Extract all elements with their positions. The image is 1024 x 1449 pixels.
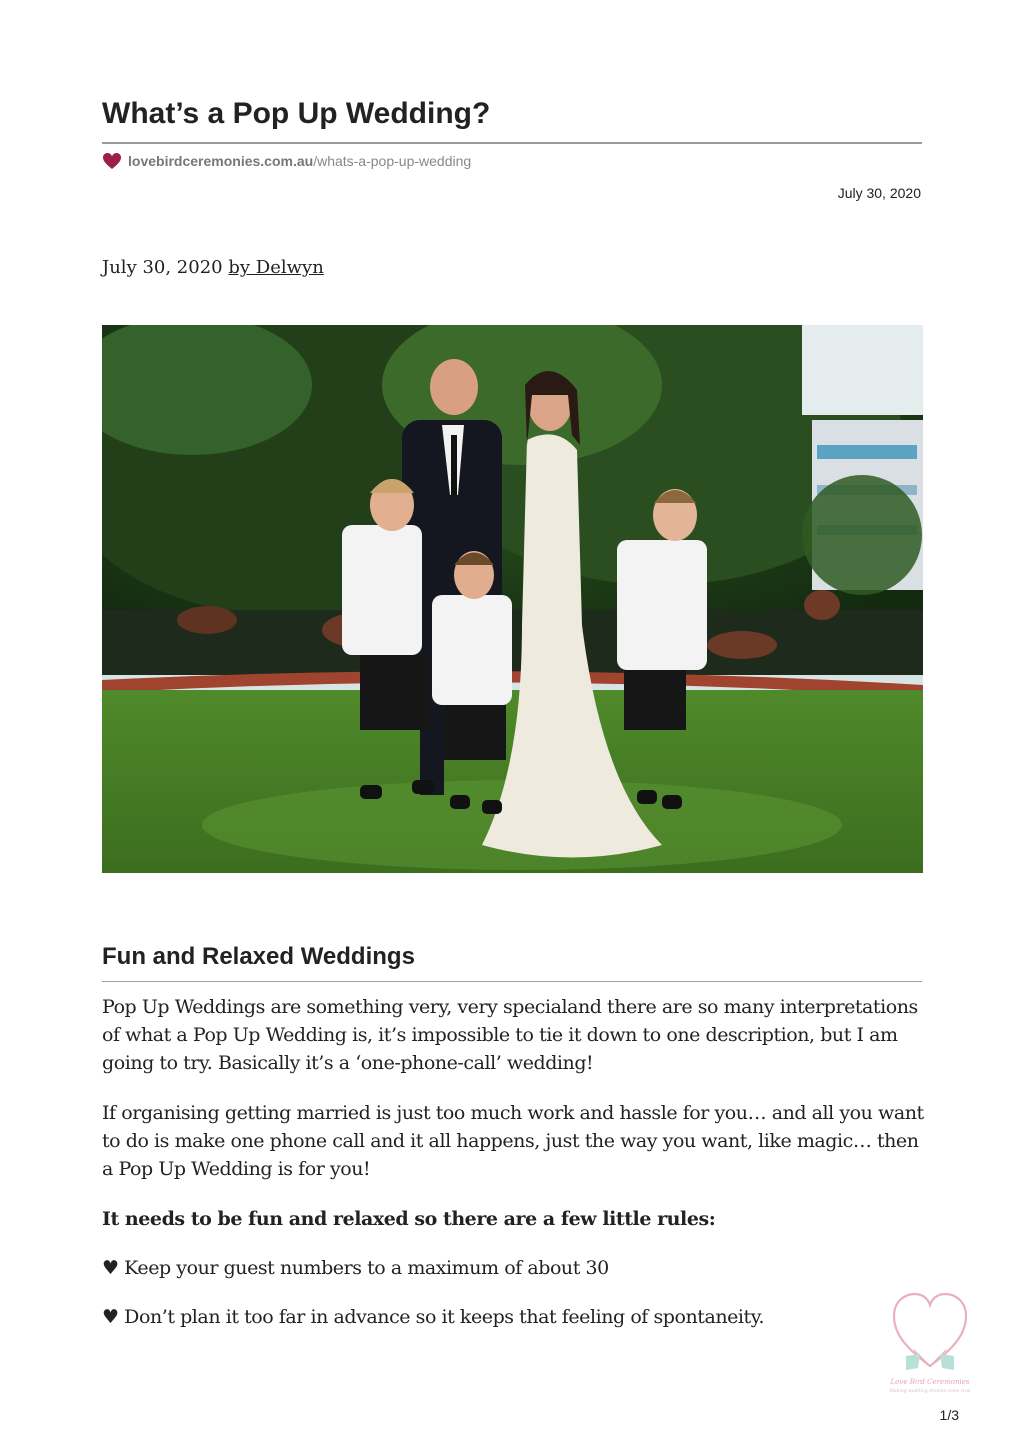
svg-text:Making wedding dreams come tru: Making wedding dreams come true xyxy=(889,1389,971,1394)
rule-item: ♥ Don’t plan it too far in advance so it keeps that feeling of spontaneity. xyxy=(102,1306,765,1328)
page-number: 1/3 xyxy=(939,1407,959,1423)
section-divider xyxy=(102,981,922,982)
post-date: July 30, 2020 xyxy=(102,257,223,278)
page-title: What’s a Pop Up Wedding? xyxy=(102,97,491,130)
rule-item: ♥ Keep your guest numbers to a maximum of about 30 xyxy=(102,1257,609,1279)
rules-intro: It needs to be fun and relaxed so there are a few little rules: xyxy=(102,1208,716,1230)
print-date: July 30, 2020 xyxy=(837,185,921,201)
love-bird-logo xyxy=(884,1288,976,1398)
heart-icon xyxy=(102,152,122,170)
source-path[interactable]: /whats-a-pop-up-wedding xyxy=(313,153,472,169)
author-link[interactable]: by Delwyn xyxy=(228,257,324,278)
svg-text:Love Bird Ceremonies: Love Bird Ceremonies xyxy=(890,1378,970,1386)
wedding-photo xyxy=(102,325,923,873)
title-divider xyxy=(102,142,922,144)
source-domain[interactable]: lovebirdceremonies.com.au xyxy=(128,153,314,169)
paragraph: If organising getting married is just too much work and hassle for you… and all you want to do is make one phone call and it all happens, just the way you want, like magic… then a Pop Up Wedding is for you! xyxy=(102,1102,924,1180)
byline xyxy=(102,257,324,278)
paragraph: Pop Up Weddings are something very, very specialand there are so many interpretations of what a Pop Up Wedding is, it’s impossible to tie it down to one description, but I am going to try. Basically it’s a ‘one-phone-call’ wedding! xyxy=(102,996,918,1074)
source-link[interactable] xyxy=(102,150,471,172)
section-heading: Fun and Relaxed Weddings xyxy=(102,943,415,970)
